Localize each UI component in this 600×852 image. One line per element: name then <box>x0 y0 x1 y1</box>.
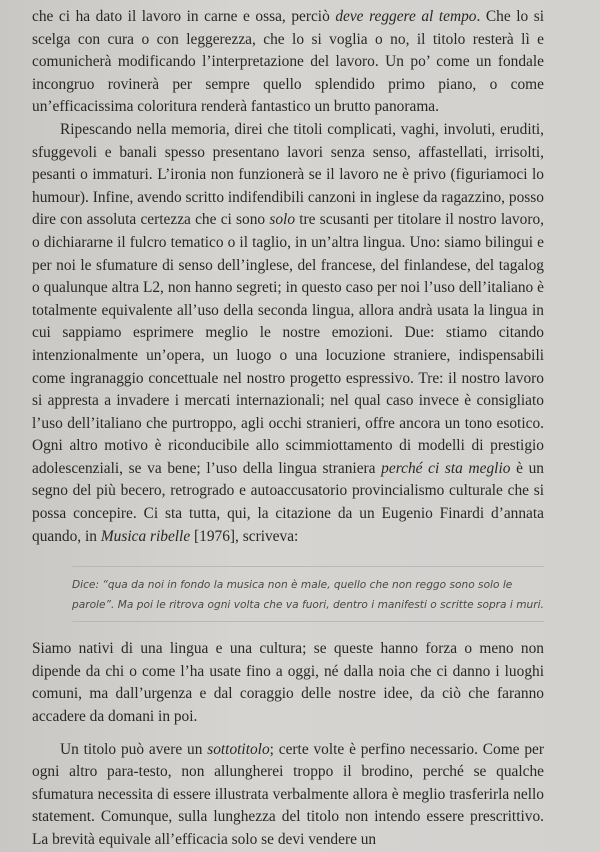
italic-phrase: Musica ribelle <box>100 527 191 545</box>
italic-phrase: solo <box>269 211 296 229</box>
paragraph-1 <box>32 6 544 119</box>
paragraph-4 <box>32 739 544 852</box>
paragraph-3 <box>32 638 544 728</box>
text-run: [1976], scriveva: <box>190 527 299 545</box>
text-run: che ci ha dato il lavoro in carne e ossa, perciò <box>32 8 336 25</box>
text-run: . Che lo si scelga con cura o con leggerezza, che lo si voglia o no, il titolo resterà lì e comunicherà modificando l’interpretazione del lavoro. Un po’ come un fondale incongruo rovinerà per sempre quello splendido primo piano, o come un’efficacissima coloritura renderà fantastico un brutto panorama. <box>32 8 544 116</box>
text-run: tre scusanti per titolare il nostro lavoro, o dichiararne il fulcro tematico o il taglio, in un’altra lingua. Uno: siamo bilingui e per noi le sfumature di senso dell’inglese, del francese, del finlandese, del tagalog o qualunque altra L2, non hanno segreti; in questo caso per noi l’uso dell’italiano è totalmente equivalente all’uso della seconda lingua, allora andrà usata la lingua in cui sappiamo esprimere meglio le nostre emozioni. Due: stiamo citando intenzionalmente un’opera, un luogo o una locuzione straniere, indispensabili come ingranaggio concettuale nel nostro progetto espressivo. Tre: il nostro lavoro si appresta a invadere i mercati internazionali; nel qual caso invece è consigliato l’uso dell’italiano che purtroppo, agli occhi stranieri, offre ancora un tono esotico. Ogni altro motivo è riconducibile allo scimmiottamento di modelli di prestigio adolescenziali, se va bene; l’uso della lingua straniera <box>32 211 544 477</box>
text-run: Ripescando nella memoria, direi che titoli complicati, vaghi, involuti, eruditi, sfuggevoli e banali spesso presentano lavori senza senso, affastellati, irrisolti, pesanti o immaturi. L’ironia non funzionerà se il lavoro ne è privo (figuriamoci lo humour). Infine, avendo scritto indifendibili canzoni in inglese da ragazzino, posso dire con assoluta certezza che ci sono <box>32 120 544 229</box>
page-text <box>32 6 544 852</box>
italic-phrase: sottotitolo <box>207 740 270 758</box>
text-run: Un titolo può avere un <box>60 740 208 758</box>
italic-phrase: deve reggere al tempo <box>335 8 477 25</box>
paragraph-2 <box>32 119 544 548</box>
block-quote: Dice: “qua da noi in fondo la musica non è male, quello che non reggo sono solo le parole”. Ma poi le ritrova ogni volta che va fuori, dentro i manifesti o scritte sopra i muri. <box>72 566 544 622</box>
text-run: ; certe volte è perfino necessario. Come per ogni altro para-testo, non allungherei troppo il brodino, perché se qualche sfumatura necessita di essere illustrata verbalmente allora è meglio trasferirla nello statement. Comunque, sulla lunghezza del titolo non intendo essere prescrittivo. La brevità equivale all’efficacia solo se devi vendere un <box>32 740 544 848</box>
italic-phrase: perché ci sta meglio <box>381 459 511 477</box>
text-run: è un segno del più becero, retrogrado e autoaccusatorio provincialismo culturale che si possa concepire. Ci sta tutta, qui, la citazione da un Eugenio Finardi d’annata quando, in <box>32 459 544 545</box>
text-run: Siamo nativi di una lingua e una cultura; se queste hanno forza o meno non dipende da chi o come l’ha usate fino a oggi, né dalla noia che ci danno i luoghi comuni, ma dall’urgenza e dal coraggio delle nostre idee, da ciò che faranno accadere da domani in poi. <box>32 640 544 726</box>
